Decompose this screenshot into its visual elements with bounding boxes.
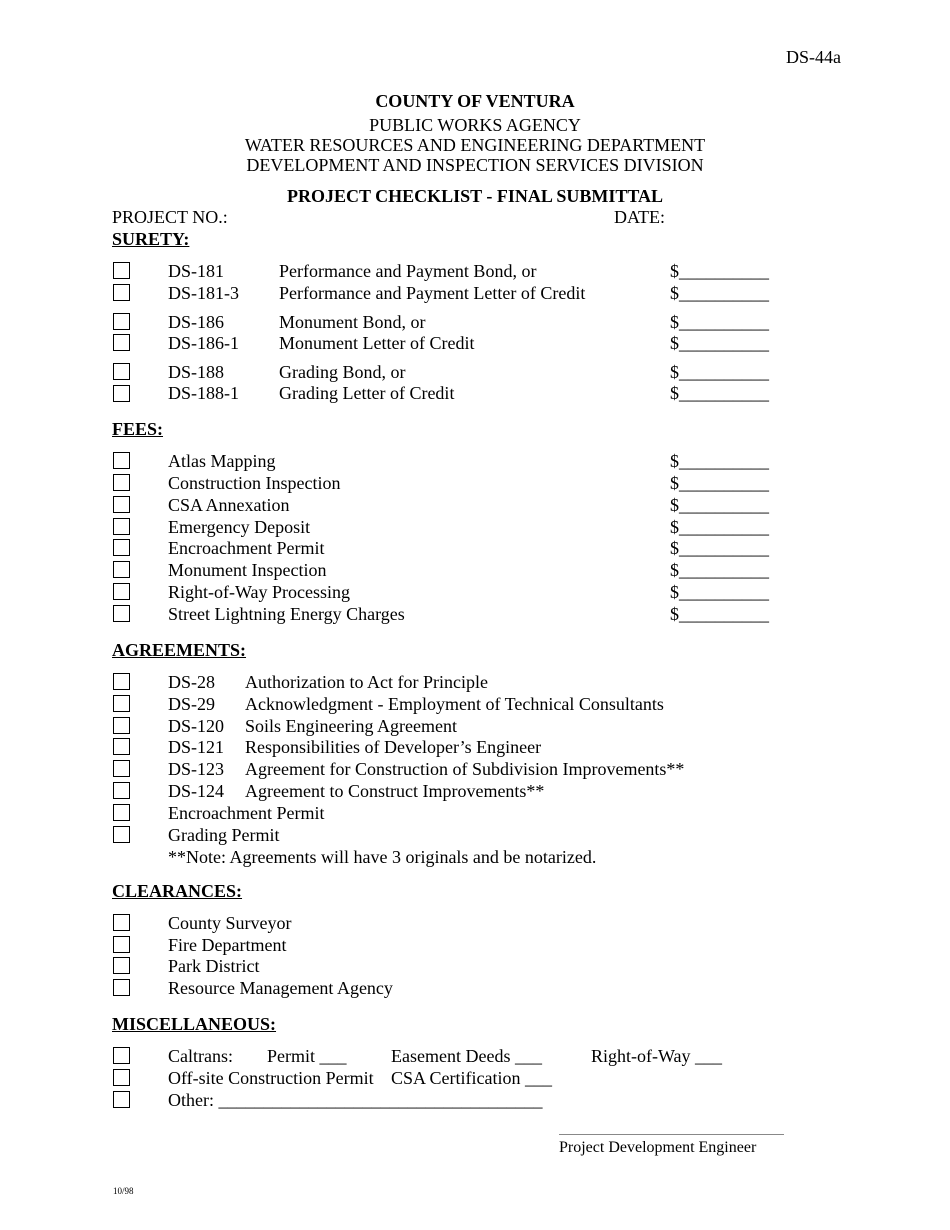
- misc-heading: MISCELLANEOUS:: [112, 1014, 277, 1034]
- surety-desc: Grading Letter of Credit: [279, 383, 455, 403]
- agreement-checkbox[interactable]: [113, 717, 130, 734]
- agreement-desc: Responsibilities of Developer’s Engineer: [245, 737, 542, 757]
- signature-line[interactable]: [559, 1134, 784, 1135]
- agreement-code: DS-29: [168, 694, 216, 714]
- fee-label: Monument Inspection: [168, 560, 327, 580]
- agreement-checkbox[interactable]: [113, 673, 130, 690]
- clearance-checkbox[interactable]: [113, 914, 130, 931]
- misc-checkbox[interactable]: [113, 1091, 130, 1108]
- surety-checkbox[interactable]: [113, 363, 130, 380]
- clearances-heading: CLEARANCES:: [112, 881, 243, 901]
- amount-field[interactable]: $__________: [670, 283, 769, 303]
- fee-checkbox[interactable]: [113, 496, 130, 513]
- agreement-code: DS-28: [168, 672, 216, 692]
- project-no-label: PROJECT NO.:: [112, 207, 228, 227]
- surety-code: DS-186-1: [168, 333, 239, 353]
- offsite-label: Off-site Construction Permit: [168, 1068, 374, 1088]
- fee-checkbox[interactable]: [113, 452, 130, 469]
- surety-code: DS-188: [168, 362, 225, 382]
- clearance-label: Resource Management Agency: [168, 978, 393, 998]
- agreement-extra: Grading Permit: [168, 825, 280, 845]
- agreement-desc: Acknowledgment - Employment of Technical Consultants: [245, 694, 664, 714]
- caltrans-label: Caltrans:: [168, 1046, 233, 1066]
- fee-label: Right-of-Way Processing: [168, 582, 351, 602]
- surety-code: DS-186: [168, 312, 225, 332]
- amount-field[interactable]: $__________: [670, 312, 769, 332]
- agreement-checkbox[interactable]: [113, 760, 130, 777]
- signature-label: Project Development Engineer: [559, 1139, 757, 1156]
- surety-desc: Monument Letter of Credit: [279, 333, 475, 353]
- misc-checkbox[interactable]: [113, 1047, 130, 1064]
- fees-heading: FEES:: [112, 419, 164, 439]
- surety-checkbox[interactable]: [113, 262, 130, 279]
- agreement-code: DS-120: [168, 716, 225, 736]
- fee-label: Street Lightning Energy Charges: [168, 604, 405, 624]
- fee-label: CSA Annexation: [168, 495, 290, 515]
- right-of-way-field[interactable]: Right-of-Way ___: [591, 1046, 723, 1066]
- fee-checkbox[interactable]: [113, 474, 130, 491]
- surety-checkbox[interactable]: [113, 313, 130, 330]
- agreement-code: DS-123: [168, 759, 225, 779]
- agreement-checkbox[interactable]: [113, 826, 130, 843]
- department-title: WATER RESOURCES AND ENGINEERING DEPARTMENT: [244, 135, 706, 155]
- csa-cert-field[interactable]: CSA Certification ___: [391, 1068, 552, 1088]
- agreement-desc: Soils Engineering Agreement: [245, 716, 457, 736]
- fee-label: Atlas Mapping: [168, 451, 276, 471]
- amount-field[interactable]: $__________: [670, 538, 769, 558]
- date-label: DATE:: [614, 207, 665, 227]
- clearance-checkbox[interactable]: [113, 936, 130, 953]
- surety-desc: Performance and Payment Bond, or: [279, 261, 537, 281]
- fee-checkbox[interactable]: [113, 539, 130, 556]
- surety-desc: Grading Bond, or: [279, 362, 406, 382]
- surety-heading: SURETY:: [112, 229, 190, 249]
- revision-date: 10/98: [113, 1186, 134, 1196]
- agreement-checkbox[interactable]: [113, 804, 130, 821]
- amount-field[interactable]: $__________: [670, 362, 769, 382]
- agreement-checkbox[interactable]: [113, 782, 130, 799]
- surety-code: DS-181-3: [168, 283, 239, 303]
- fee-checkbox[interactable]: [113, 518, 130, 535]
- fee-label: Encroachment Permit: [168, 538, 325, 558]
- amount-field[interactable]: $__________: [670, 451, 769, 471]
- surety-checkbox[interactable]: [113, 385, 130, 402]
- agreement-desc: Authorization to Act for Principle: [245, 672, 488, 692]
- page-title: PROJECT CHECKLIST - FINAL SUBMITTAL: [286, 186, 664, 206]
- clearance-checkbox[interactable]: [113, 979, 130, 996]
- agreements-heading: AGREEMENTS:: [112, 640, 247, 660]
- agreement-code: DS-124: [168, 781, 225, 801]
- division-title: DEVELOPMENT AND INSPECTION SERVICES DIVISION: [246, 155, 704, 175]
- amount-field[interactable]: $__________: [670, 261, 769, 281]
- amount-field[interactable]: $__________: [670, 604, 769, 624]
- agreement-code: DS-121: [168, 737, 225, 757]
- form-id: DS-44a: [786, 47, 841, 67]
- fee-checkbox[interactable]: [113, 561, 130, 578]
- surety-desc: Performance and Payment Letter of Credit: [279, 283, 586, 303]
- amount-field[interactable]: $__________: [670, 582, 769, 602]
- fee-checkbox[interactable]: [113, 583, 130, 600]
- surety-code: DS-181: [168, 261, 225, 281]
- county-title: COUNTY OF VENTURA: [375, 91, 575, 111]
- surety-checkbox[interactable]: [113, 334, 130, 351]
- permit-field[interactable]: Permit ___: [267, 1046, 347, 1066]
- other-field[interactable]: Other: ____________________________________: [168, 1090, 543, 1110]
- surety-checkbox[interactable]: [113, 284, 130, 301]
- clearance-label: Park District: [168, 956, 260, 976]
- fee-checkbox[interactable]: [113, 605, 130, 622]
- agreement-note: **Note: Agreements will have 3 originals and be notarized.: [168, 847, 597, 867]
- clearance-label: Fire Department: [168, 935, 287, 955]
- agreement-checkbox[interactable]: [113, 695, 130, 712]
- misc-checkbox[interactable]: [113, 1069, 130, 1086]
- agency-title: PUBLIC WORKS AGENCY: [369, 115, 581, 135]
- fee-label: Construction Inspection: [168, 473, 341, 493]
- agreement-desc: Agreement to Construct Improvements**: [245, 781, 545, 801]
- clearance-checkbox[interactable]: [113, 957, 130, 974]
- surety-code: DS-188-1: [168, 383, 239, 403]
- amount-field[interactable]: $__________: [670, 560, 769, 580]
- easement-field[interactable]: Easement Deeds ___: [391, 1046, 542, 1066]
- agreement-checkbox[interactable]: [113, 738, 130, 755]
- amount-field[interactable]: $__________: [670, 473, 769, 493]
- amount-field[interactable]: $__________: [670, 333, 769, 353]
- agreement-desc: Agreement for Construction of Subdivision Improvements**: [245, 759, 685, 779]
- amount-field[interactable]: $__________: [670, 383, 769, 403]
- fee-label: Emergency Deposit: [168, 517, 311, 537]
- amount-field[interactable]: $__________: [670, 495, 769, 515]
- agreement-extra: Encroachment Permit: [168, 803, 325, 823]
- surety-desc: Monument Bond, or: [279, 312, 426, 332]
- clearance-label: County Surveyor: [168, 913, 292, 933]
- amount-field[interactable]: $__________: [670, 517, 769, 537]
